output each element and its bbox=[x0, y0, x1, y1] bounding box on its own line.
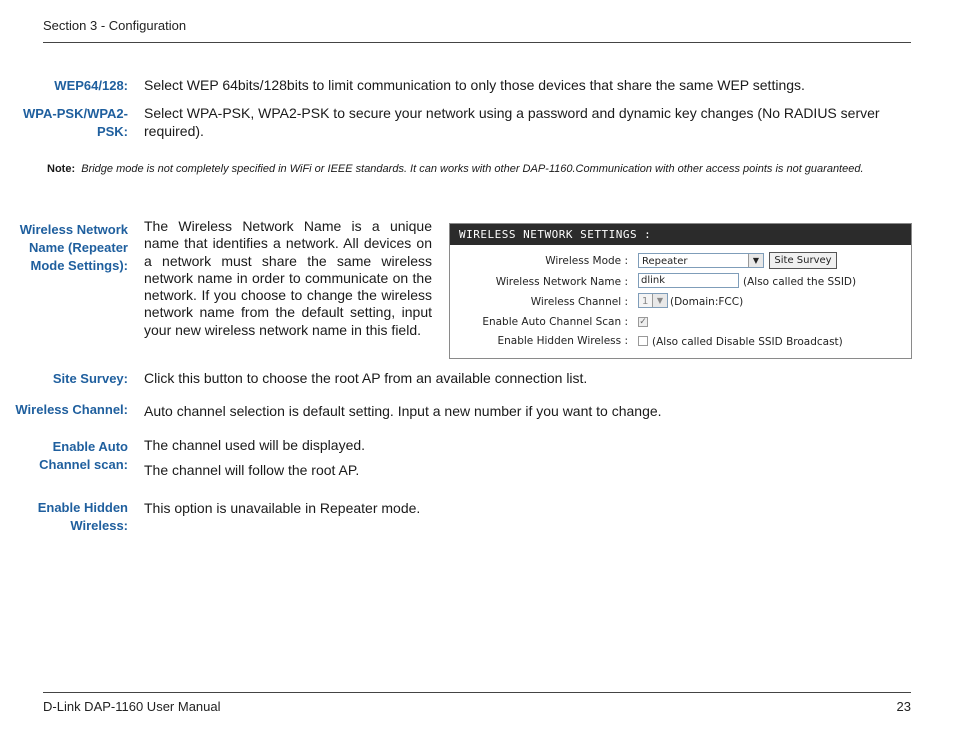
hidden-label: Enable Hidden Wireless : bbox=[497, 335, 628, 347]
panel-title: WIRELESS NETWORK SETTINGS : bbox=[450, 224, 911, 245]
auto-scan-desc-text-2: The channel will follow the root AP. bbox=[144, 462, 360, 478]
site-survey-button[interactable]: Site Survey bbox=[769, 252, 837, 269]
network-name-label: Wireless Network Name : bbox=[495, 276, 628, 288]
network-name-note: (Also called the SSID) bbox=[743, 276, 857, 288]
chevron-down-icon: ▼ bbox=[748, 254, 763, 267]
wireless-channel-text: Auto channel selection is default setting. Input a new number if you want to change. bbox=[144, 403, 662, 419]
wireless-mode-row bbox=[450, 252, 911, 272]
wireless-name-text: The Wireless Network Name is a unique name that identifies a network. All devices on a network must share the same wireless network name in order to communicate on the network. If you choose to change the wireless network name from the default setting, input your new wireless network name in this field. bbox=[144, 218, 432, 338]
hidden-checkbox[interactable] bbox=[638, 336, 648, 346]
hidden-desc-text: This option is unavailable in Repeater mode. bbox=[144, 500, 421, 516]
channel-select[interactable] bbox=[638, 293, 668, 308]
wireless-name-label bbox=[20, 221, 128, 275]
wireless-mode-select[interactable] bbox=[638, 253, 764, 268]
channel-row bbox=[450, 293, 911, 313]
hidden-desc-label-line: Enable Hidden bbox=[37, 500, 128, 515]
wpa-text-line: required). bbox=[144, 123, 204, 139]
footer-rule bbox=[43, 692, 911, 693]
hidden-desc-label bbox=[38, 499, 128, 535]
site-survey-text: Click this button to choose the root AP from an available connection list. bbox=[144, 370, 588, 386]
page-number: 23 bbox=[896, 699, 911, 714]
wireless-mode-value: Repeater bbox=[642, 256, 688, 267]
wireless-name-label-line: Mode Settings): bbox=[30, 258, 128, 273]
header-rule bbox=[43, 42, 911, 43]
chevron-down-icon: ▼ bbox=[652, 294, 667, 307]
wpa-text-line: Select WPA-PSK, WPA2-PSK to secure your network using a password and dynamic key changes (No RADIUS server bbox=[144, 105, 880, 121]
auto-scan-desc-label-line: Enable Auto bbox=[52, 439, 128, 454]
note bbox=[47, 162, 911, 176]
wireless-name-label-line: Name (Repeater bbox=[29, 240, 128, 255]
wireless-name-label-line: Wireless Network bbox=[19, 222, 128, 237]
channel-note: (Domain:FCC) bbox=[670, 296, 744, 308]
wpa-label-line: WPA-PSK/WPA2- bbox=[23, 106, 128, 121]
wep-text: Select WEP 64bits/128bits to limit communication to only those devices that share the same WEP settings. bbox=[144, 77, 805, 93]
note-text: Bridge mode is not completely specified in WiFi or IEEE standards. It can works with other DAP-1160.Communication with other access points is not guaranteed. bbox=[81, 163, 864, 175]
auto-scan-checkbox[interactable]: ✓ bbox=[639, 317, 647, 327]
section-header: Section 3 - Configuration bbox=[43, 18, 187, 33]
wireless-channel-label: Wireless Channel: bbox=[15, 402, 128, 417]
wireless-mode-label: Wireless Mode : bbox=[545, 255, 628, 267]
hidden-desc-label-line: Wireless: bbox=[70, 518, 128, 533]
hidden-row bbox=[450, 332, 911, 352]
auto-scan-desc-label bbox=[39, 438, 128, 474]
note-prefix: Note: bbox=[47, 163, 76, 175]
footer-manual: D-Link DAP-1160 User Manual bbox=[43, 699, 221, 714]
channel-label: Wireless Channel : bbox=[530, 296, 628, 308]
network-name-row bbox=[450, 273, 911, 293]
network-name-input[interactable]: dlink bbox=[638, 273, 739, 288]
wireless-settings-panel bbox=[449, 223, 912, 359]
hidden-note: (Also called Disable SSID Broadcast) bbox=[652, 336, 843, 348]
site-survey-label: Site Survey: bbox=[52, 371, 128, 386]
channel-value: 1 bbox=[642, 296, 649, 307]
auto-scan-row bbox=[450, 313, 911, 333]
wpa-label-line: PSK: bbox=[96, 124, 128, 139]
auto-scan-desc-text-1: The channel used will be displayed. bbox=[144, 437, 366, 453]
wep-label: WEP64/128: bbox=[54, 78, 128, 93]
auto-scan-desc-label-line: Channel scan: bbox=[39, 457, 128, 472]
auto-scan-label: Enable Auto Channel Scan : bbox=[482, 316, 628, 328]
wpa-label bbox=[23, 105, 128, 141]
wpa-text bbox=[144, 104, 911, 140]
